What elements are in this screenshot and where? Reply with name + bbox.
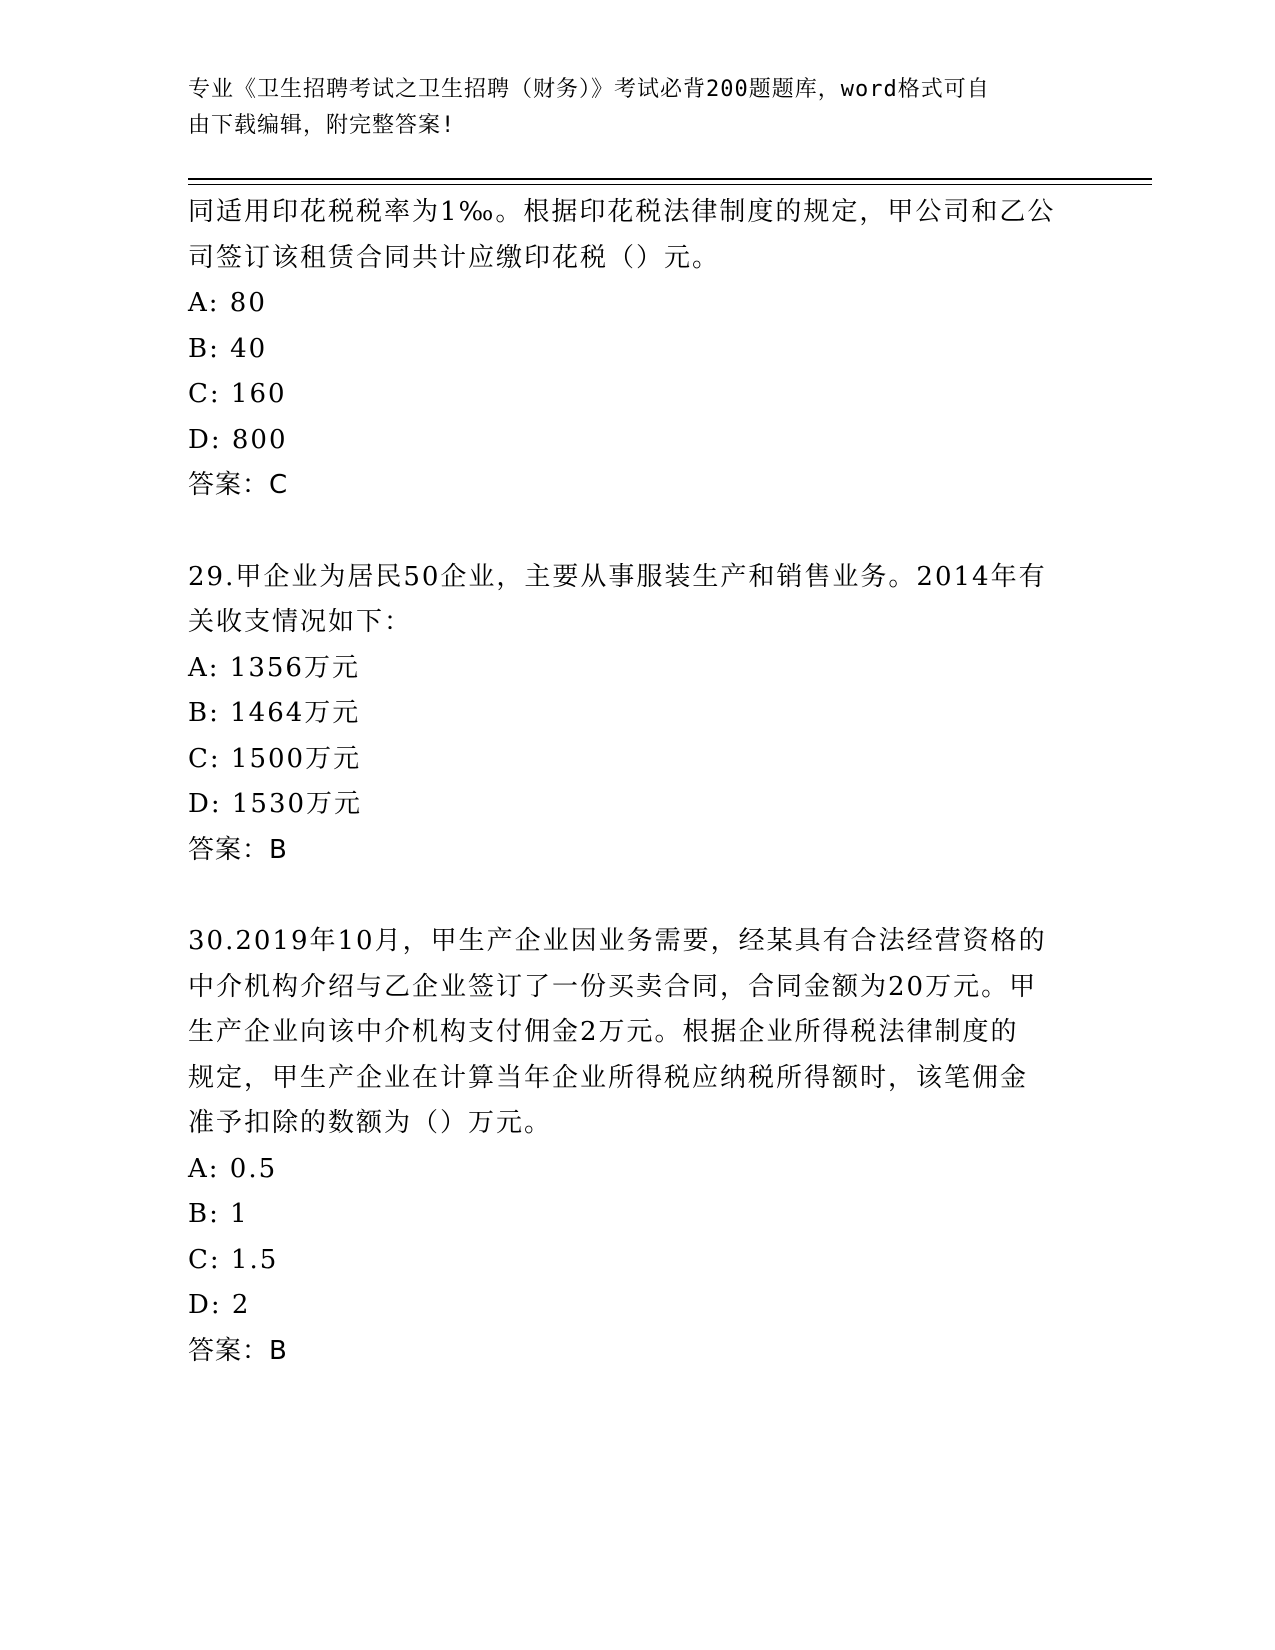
spacer (188, 509, 1068, 555)
option-c: C: 160 (188, 379, 287, 409)
question-stem-line: 29.甲企业为居民50企业，主要从事服装生产和销售业务。2014年有 (188, 561, 1047, 592)
header-divider-thin (188, 184, 1152, 185)
question-28 (188, 190, 1068, 509)
question-stem-line: 司签订该租赁合同共计应缴印花税（）元。 (188, 242, 721, 273)
question-stem-line: 关收支情况如下： (188, 607, 413, 637)
header-line-2: 由下载编辑，附完整答案! (188, 113, 456, 138)
answer-line: 答案：B (188, 1335, 288, 1366)
option-b: B: 40 (188, 333, 268, 364)
question-stem-line: 生产企业向该中介机构支付佣金2万元。根据企业所得税法律制度的 (188, 1017, 1019, 1047)
option-a: A: 80 (188, 288, 267, 318)
spacer (188, 873, 1068, 919)
question-stem-line: 30.2019年10月，甲生产企业因业务需要，经某具有合法经营资格的 (188, 926, 1047, 956)
option-d: D: 1530万元 (188, 789, 363, 819)
question-30 (188, 919, 1068, 1374)
question-29 (188, 555, 1068, 874)
document-header (188, 72, 1068, 144)
answer-line: 答案：B (188, 834, 288, 865)
question-stem-line: 准予扣除的数额为（）万元。 (188, 1108, 553, 1138)
option-c: C: 1500万元 (188, 743, 362, 774)
header-divider-thick (188, 178, 1152, 180)
question-stem-line: 中介机构介绍与乙企业签订了一份买卖合同，合同金额为20万元。甲 (188, 971, 1038, 1002)
option-d: D: 800 (188, 424, 288, 455)
option-a: A: 1356万元 (188, 652, 360, 683)
question-stem-line: 同适用印花税税率为1‰。根据印花税法律制度的规定，甲公司和乙公 (188, 197, 1056, 227)
question-stem-line: 规定，甲生产企业在计算当年企业所得税应纳税所得额时，该笔佣金 (188, 1062, 1029, 1093)
question-list (188, 190, 1068, 1374)
option-b: B: 1464万元 (188, 698, 361, 728)
answer-line: 答案：C (188, 470, 289, 500)
option-c: C: 1.5 (188, 1244, 279, 1275)
option-d: D: 2 (188, 1290, 251, 1320)
option-b: B: 1 (188, 1199, 249, 1229)
option-a: A: 0.5 (188, 1153, 278, 1184)
header-line-1: 专业《卫生招聘考试之卫生招聘（财务）》考试必背200题题库，word格式可自 (188, 77, 990, 102)
